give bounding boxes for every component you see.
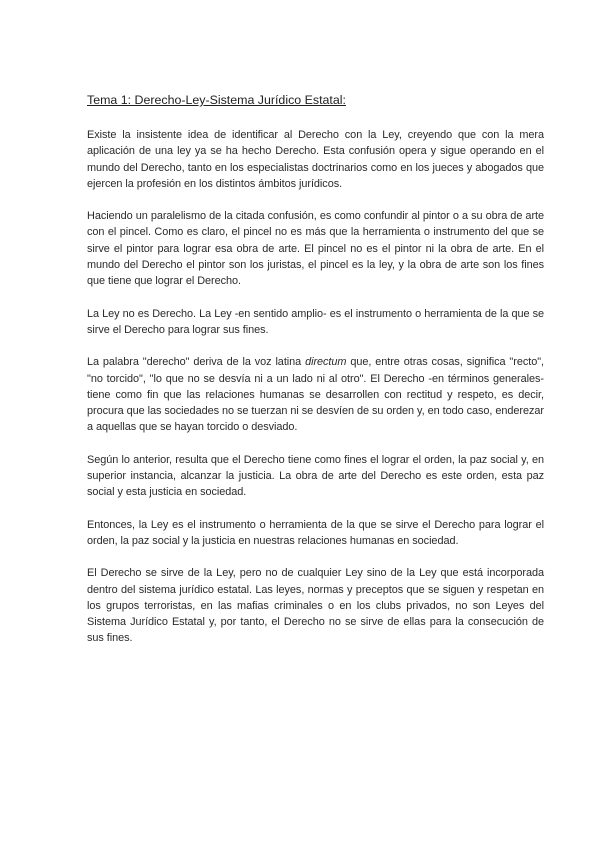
paragraph-7: El Derecho se sirve de la Ley, pero no de cualquier Ley sino de la Ley que está incorporada dentro del sistema jurídico estatal. Las leyes, normas y preceptos que se siguen y respetan en los grupos terroristas, en las mafias criminales o en los clubs privados, no son Leyes del Sistema Jurídico Estatal y, por tanto, el Derecho no se sirve de ellas para la consecución de sus fines. [87,567,544,645]
paragraph-4-text-before: La palabra "derecho" deriva de la voz latina [87,356,306,369]
paragraph-5: Según lo anterior, resulta que el Derecho tiene como fines el lograr el orden, la paz social y, en superior instancia, alcanzar la justicia. La obra de arte del Derecho es este orden, esta paz social y esta justicia en sociedad. [87,453,544,499]
paragraph-1: Existe la insistente idea de identificar al Derecho con la Ley, creyendo que con la mera aplicación de una ley ya se ha hecho Derecho. Esta confusión opera y sigue operando en el mundo del Derecho, tanto en los especialistas doctrinarios como en los jueces y abogados que ejercen la profesión en los distintos ámbitos jurídicos. [87,129,544,190]
paragraph-4 [87,354,544,435]
paragraph-6: Entonces, la Ley es el instrumento o herramienta de la que se sirve el Derecho para lograr el orden, la paz social y la justicia en nuestras relaciones humanas en sociedad. [87,518,544,547]
document-title: Tema 1: Derecho-Ley-Sistema Jurídico Estatal: [87,93,346,107]
paragraph-2: Haciendo un paralelismo de la citada confusión, es como confundir al pintor o a su obra de arte con el pincel. Como es claro, el pincel no es más que la herramienta o instrumento del que se sirve el pintor para lograr esa obra de arte. El pincel no es el pintor ni la obra de arte. En el mundo del Derecho el pintor son los juristas, el pincel es la ley, y la obra de arte son los fines que tiene que lograr el Derecho. [87,210,544,288]
latin-term: directum [305,356,347,369]
paragraph-3: La Ley no es Derecho. La Ley -en sentido amplio- es el instrumento o herramienta de la que se sirve el Derecho para lograr sus fines. [87,307,544,336]
paragraph-4-text-after: que, entre otras cosas, significa "recto", "no torcido", "lo que no se desvía ni a un lado ni al otro". El Derecho -en términos generales- tiene como fin que las relaciones humanas se desarrollen con rectitud y respeto, es decir, procura que las sociedades no se tuerzan ni se desvíen de su orden y, en todo caso, enderezar a aquellas que se hayan torcido o desviado. [87,356,544,434]
